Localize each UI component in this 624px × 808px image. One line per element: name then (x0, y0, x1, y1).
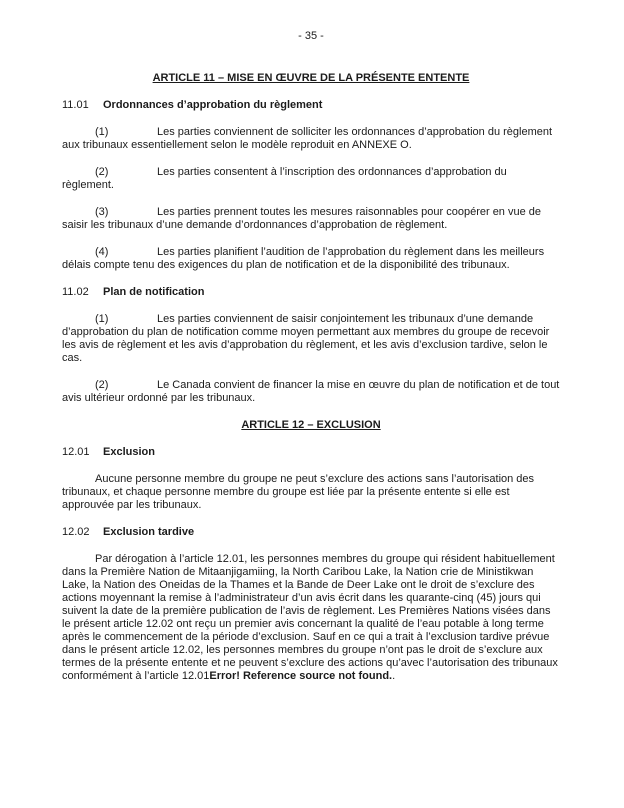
paragraph-text: Les parties conviennent de saisir conjointement les tribunaux d’une demande d’approbation du plan de notification comme moyen permettant aux membres du groupe de recevoir les avis de règlement et les avis d’approbation du règlement, et les avis d’exclusion tardive, selon le cas. (62, 313, 550, 364)
section-heading-11-02 (62, 286, 560, 299)
section-number-11-01: 11.01 (62, 99, 89, 111)
paragraph-text: Les parties consentent à l’inscription des ordonnances d’approbation du règlement. (62, 166, 507, 191)
paragraph-number: (1) (95, 313, 109, 325)
section-number-12-01: 12.01 (62, 446, 90, 458)
section-heading-12-02 (62, 526, 560, 539)
paragraph-11-01-3 (62, 206, 560, 232)
section-number-12-02: 12.02 (62, 526, 90, 538)
paragraph-11-01-2 (62, 166, 560, 192)
paragraph-11-01-4 (62, 246, 560, 272)
paragraph-11-01-1 (62, 126, 560, 152)
error-reference-text: Error! Reference source not found. (209, 670, 393, 682)
paragraph-text: Les parties prennent toutes les mesures raisonnables pour coopérer en vue de saisir les tribunaux d’une demande d’ordonnances d’approbation de règlement. (62, 206, 542, 231)
paragraph-11-02-2 (62, 379, 560, 405)
paragraph-11-02-1 (62, 313, 560, 365)
section-number-11-02: 11.02 (62, 286, 89, 298)
paragraph-12-01-body: Aucune personne membre du groupe ne peut s’exclure des actions sans l’autorisation des tribunaux, et chaque personne membre du groupe est liée par la présente entente si elle est approuvée par les tribunaux. (62, 473, 535, 511)
page-number: - 35 - (298, 30, 324, 42)
article-11-heading: ARTICLE 11 – MISE EN ŒUVRE DE LA PRÉSENTE ENTENTE (152, 72, 470, 84)
paragraph-text: Par dérogation à l’article 12.01, les personnes membres du groupe qui résident habituellement dans la Première Nation de Mitaanjigamiing, la North Caribou Lake, la Nation crie de Ministikwan Lake, la Nation des Oneidas de la Thames et la Bande de Deer Lake ont le droit de s’exclure des actions moyennant la remise à l’administrateur d’un avis écrit dans les quarante-cinq (45) jours qui suivent la date de la première publication de l’avis de règlement. Les Premières Nations visées dans le présent article 12.02 ont reçu un premier avis concernant la qualité de l’eau potable à long terme après le commencement de la période d’exclusion. Sauf en ce qui a trait à l’exclusion tardive prévue dans le présent article 12.02, les personnes membres du groupe n’ont pas le droit de s’exclure aux termes de la présente entente et ne peuvent s’exclure des actions qu’avec l’autorisation des tribunaux conformément à l’article 12.01 (62, 553, 558, 682)
paragraph-number: (2) (95, 166, 109, 178)
article-12-heading: ARTICLE 12 – EXCLUSION (241, 419, 381, 431)
section-title-12-01: Exclusion (103, 446, 155, 458)
section-title-12-02: Exclusion tardive (103, 526, 195, 538)
paragraph-number: (4) (95, 246, 109, 258)
section-heading-11-01 (62, 99, 560, 112)
paragraph-12-02-body (62, 553, 560, 683)
section-title-11-01: Ordonnances d’approbation du règlement (103, 99, 323, 111)
paragraph-number: (3) (95, 206, 109, 218)
paragraph-text: Le Canada convient de financer la mise en œuvre du plan de notification et de tout avis ultérieur ordonné par les tribunaux. (62, 379, 560, 404)
paragraph-text-end: . (392, 670, 396, 682)
section-heading-12-01 (62, 446, 560, 459)
paragraph-number: (1) (95, 126, 109, 138)
paragraph-text: Les parties conviennent de solliciter les ordonnances d’approbation du règlement aux tribunaux essentiellement selon le modèle reproduit en ANNEXE O. (62, 126, 553, 151)
paragraph-number: (2) (95, 379, 109, 391)
paragraph-text: Les parties planifient l’audition de l’approbation du règlement dans les meilleurs délais compte tenu des exigences du plan de notification et de la disponibilité des tribunaux. (62, 246, 545, 271)
section-title-11-02: Plan de notification (103, 286, 205, 298)
